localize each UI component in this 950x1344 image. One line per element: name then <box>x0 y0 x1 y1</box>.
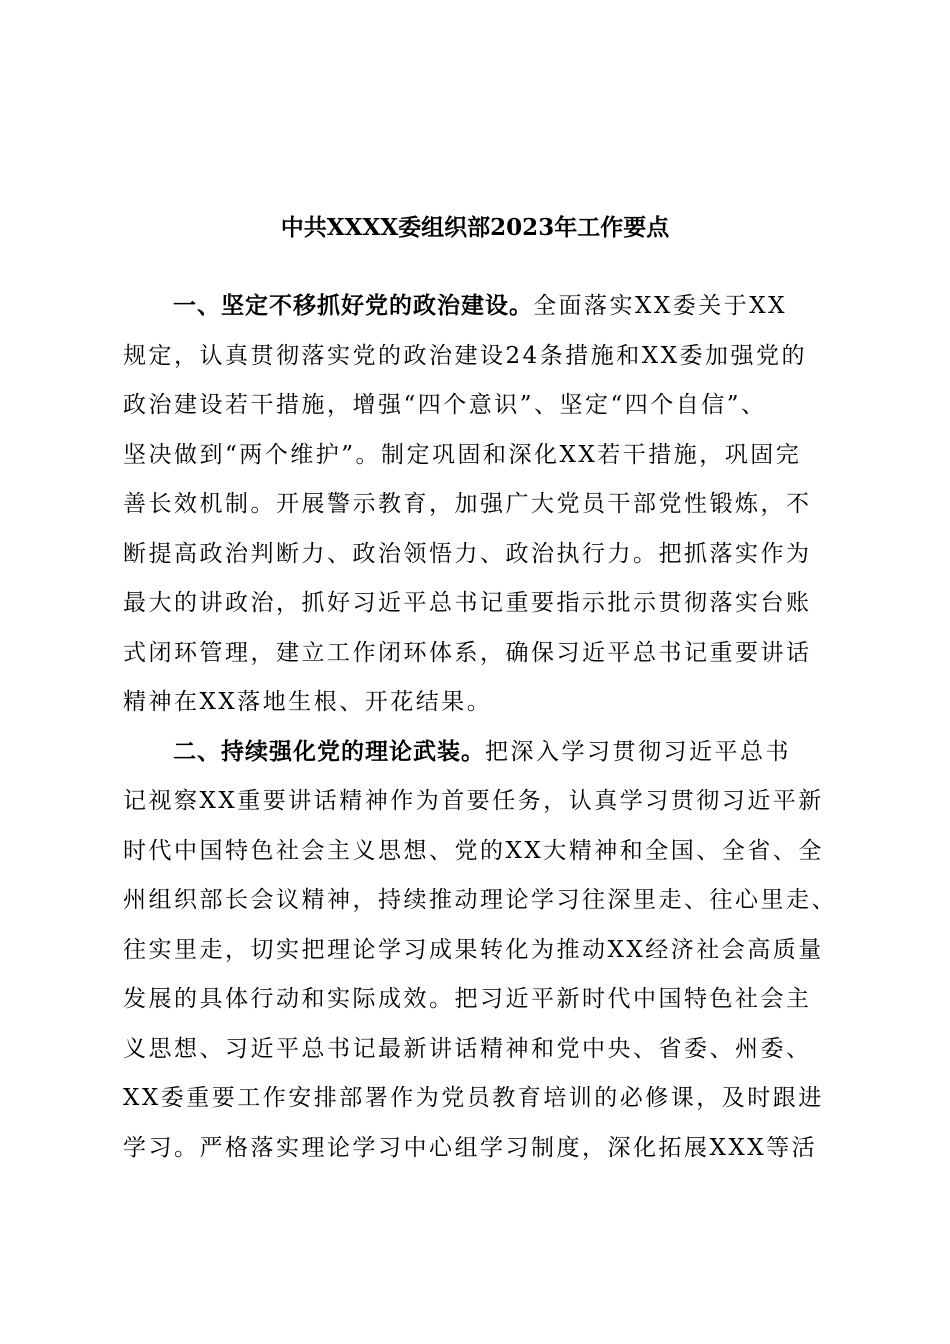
document-body <box>123 282 843 1173</box>
paragraph-text: 把深入学习贯彻习近平总书 <box>485 738 791 765</box>
paragraph-line: 时代中国特色社会主义思想、党的XX大精神和全国、全省、全 <box>123 837 824 864</box>
paragraph-text: 全面落实XX委关于XX <box>533 293 787 319</box>
section-heading: 二、持续强化党的理论武装。 <box>173 738 485 765</box>
section-heading: 一、坚定不移抓好党的政治建设。 <box>173 293 533 319</box>
paragraph-line: 义思想、习近平总书记最新讲话精神和党中央、省委、州委、 <box>123 1035 812 1062</box>
paragraph-line: 坚决做到“两个维护”。制定巩固和深化XX若干措施，巩固完 <box>123 441 802 468</box>
paragraph-line <box>123 728 843 778</box>
paragraph-line <box>123 282 843 332</box>
paragraph-line: 政治建设若干措施，增强“四个意识”、坚定“四个自信”、 <box>123 392 767 418</box>
paragraph-line: 规定，认真贯彻落实党的政治建设24条措施和XX委加强党的 <box>123 342 808 369</box>
paragraph-line: 善长效机制。开展警示教育，加强广大党员干部党性锻炼，不 <box>123 491 812 517</box>
paragraph-line: 最大的讲政治，抓好习近平总书记重要指示批示贯彻落实台账 <box>123 590 812 616</box>
paragraph-line: 断提高政治判断力、政治领悟力、政治执行力。把抓落实作为 <box>123 540 812 567</box>
paragraph-line: 州组织部长会议精神，持续推动理论学习往深里走、往心里走、 <box>123 887 837 913</box>
document-title: 中共XXXX委组织部2023年工作要点 <box>280 214 670 241</box>
paragraph-line: 精神在XX落地生根、开花结果。 <box>123 689 493 715</box>
paragraph-line: XX委重要工作安排部署作为党员教育培训的必修课，及时跟进 <box>123 1085 824 1111</box>
paragraph-line: 往实里走，切实把理论学习成果转化为推动XX经济社会高质量 <box>123 936 824 963</box>
paragraph-line: 发展的具体行动和实际成效。把习近平新时代中国特色社会主 <box>123 986 812 1012</box>
paragraph-line: 学习。严格落实理论学习中心组学习制度，深化拓展XXX等活 <box>123 1134 818 1161</box>
paragraph-line: 记视察XX重要讲话精神作为首要任务，认真学习贯彻习近平新 <box>123 788 824 814</box>
paragraph-line: 式闭环管理，建立工作闭环体系，确保习近平总书记重要讲话 <box>123 639 812 666</box>
